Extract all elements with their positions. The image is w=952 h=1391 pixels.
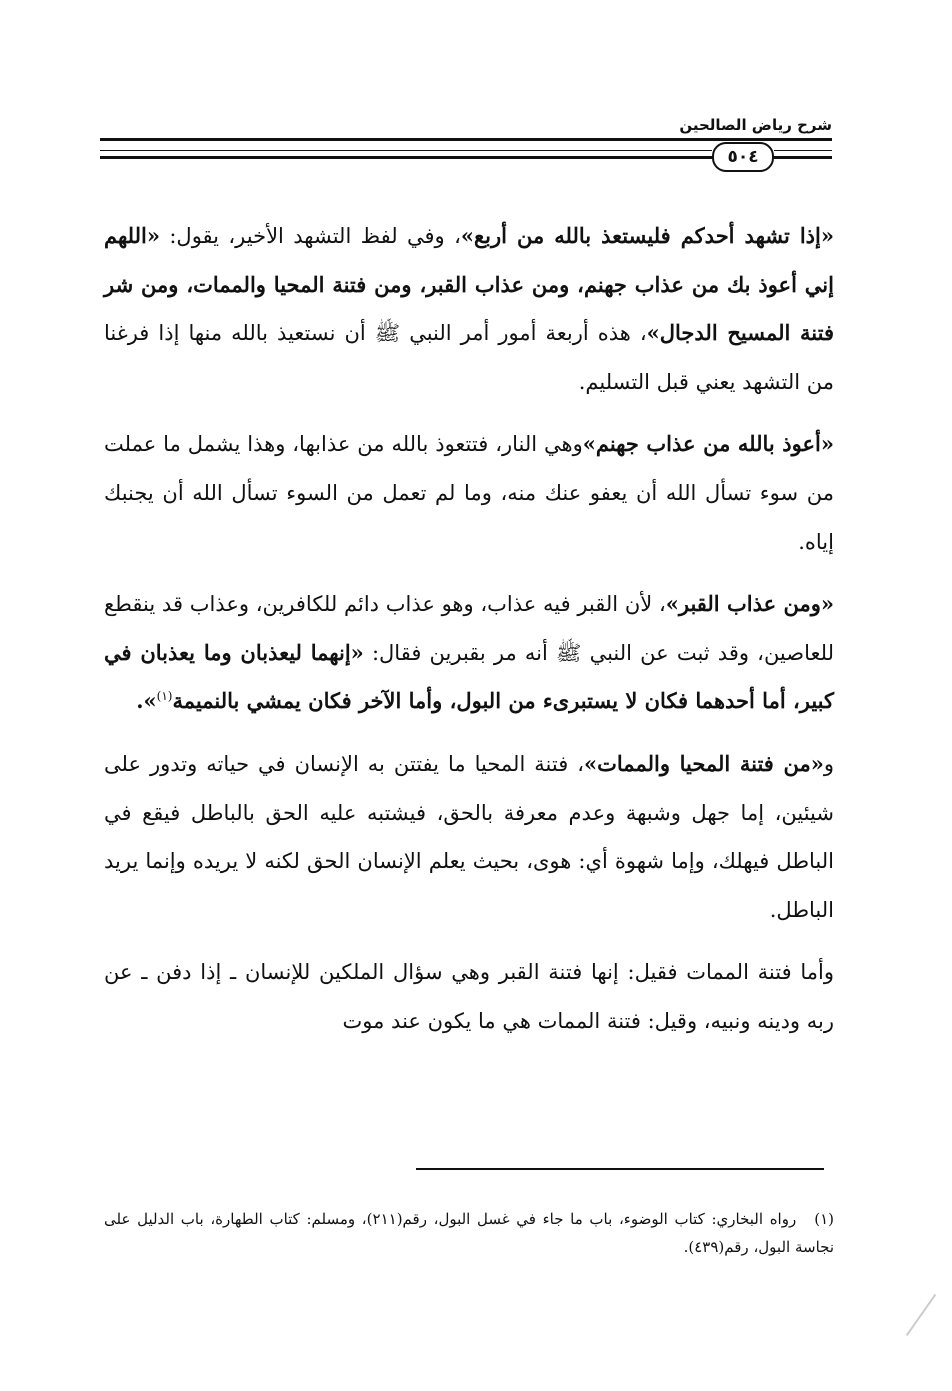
hadith-quote: «إذا تشهد أحدكم فليستعذ بالله من أربع» — [460, 223, 834, 248]
paragraph-text: و — [823, 751, 834, 776]
paragraph-2 — [104, 420, 834, 566]
page-number: ٥٠٤ — [712, 142, 774, 172]
hadith-quote: «اللهم إني أعوذ بك من عذاب جهنم، ومن عذاب القبر، ومن فتنة المحيا والممات، ومن شر فتنة المسيح الدجال» — [104, 223, 834, 346]
footnote-number: (١) — [814, 1210, 834, 1228]
hadith-quote: «ومن عذاب القبر» — [665, 591, 834, 617]
hadith-quote: «إنهما ليعذبان وما يعذبان في كبير، أما أحدهما فكان لا يستبرىء من البول، وأما الآخر فكان يمشي بالنميمة — [104, 639, 834, 714]
footnote-text: رواه البخاري: كتاب الوضوء، باب ما جاء في غسل البول، رقم(٢١١)، ومسلم: كتاب الطهارة، باب الدليل على نجاسة البول، رقم(٤٣٩). — [104, 1210, 834, 1256]
quote-close: ». — [136, 688, 157, 714]
paragraph-1 — [104, 212, 834, 406]
header-rule-bottom-right — [774, 156, 832, 159]
paragraph-text: وهي النار، فتتعوذ بالله من عذابها، وهذا يشمل ما عملت من سوء تسأل الله أن يعفو عنك منه، وما لم تعمل من السوء تسأل الله أن يجنبك إياه. — [104, 432, 834, 554]
paragraph-4 — [104, 740, 834, 934]
paragraph-text: ، وفي لفظ التشهد الأخير، يقول: — [159, 224, 461, 248]
header-rule-bottom-left — [100, 156, 712, 159]
scan-mark — [906, 1294, 936, 1336]
footnote-marker[interactable]: (١) — [156, 689, 173, 704]
header-rule-middle-left — [100, 150, 712, 151]
header-rule-middle-right — [774, 150, 832, 151]
paragraph-5 — [104, 948, 834, 1045]
header-rule-top — [100, 138, 832, 141]
footnote — [104, 1205, 834, 1261]
page-header — [100, 112, 832, 172]
paragraph-3 — [104, 580, 834, 726]
main-text — [104, 212, 834, 1046]
hadith-quote: «أعوذ بالله من عذاب جهنم» — [582, 431, 834, 457]
book-title: شرح رياض الصالحين — [679, 116, 832, 134]
footnote-divider — [416, 1168, 824, 1170]
paragraph-text: وأما فتنة الممات فقيل: إنها فتنة القبر وهي سؤال الملكين للإنسان ـ إذا دفن ـ عن ربه ودينه ونبيه، وقيل: فتنة الممات هي ما يكون عند موت — [104, 960, 834, 1033]
hadith-quote: «من فتنة المحيا والممات» — [584, 750, 824, 776]
paragraph-text: ، فتنة المحيا ما يفتتن به الإنسان في حياته وتدور على شيئين، إما جهل وشبهة وعدم معرفة بالحق، فيشتبه عليه الحق بالباطل فيقع في الباطل فيهلك، وإما شهوة أي: هوى، بحيث يعلم الإنسان الحق لكنه لا يريده وإنما يريد الباطل. — [104, 751, 834, 922]
paragraph-text: ، لأن القبر فيه عذاب، وهو عذاب دائم للكافرين، وعذاب قد ينقطع للعاصين، وقد ثبت عن النبي ﷺ أنه مر بقبرين فقال: — [104, 592, 834, 665]
paragraph-text: ، هذه أربعة أمور أمر النبي ﷺ أن نستعيذ بالله منها إذا فرغنا من التشهد يعني قبل التسليم. — [104, 321, 834, 394]
